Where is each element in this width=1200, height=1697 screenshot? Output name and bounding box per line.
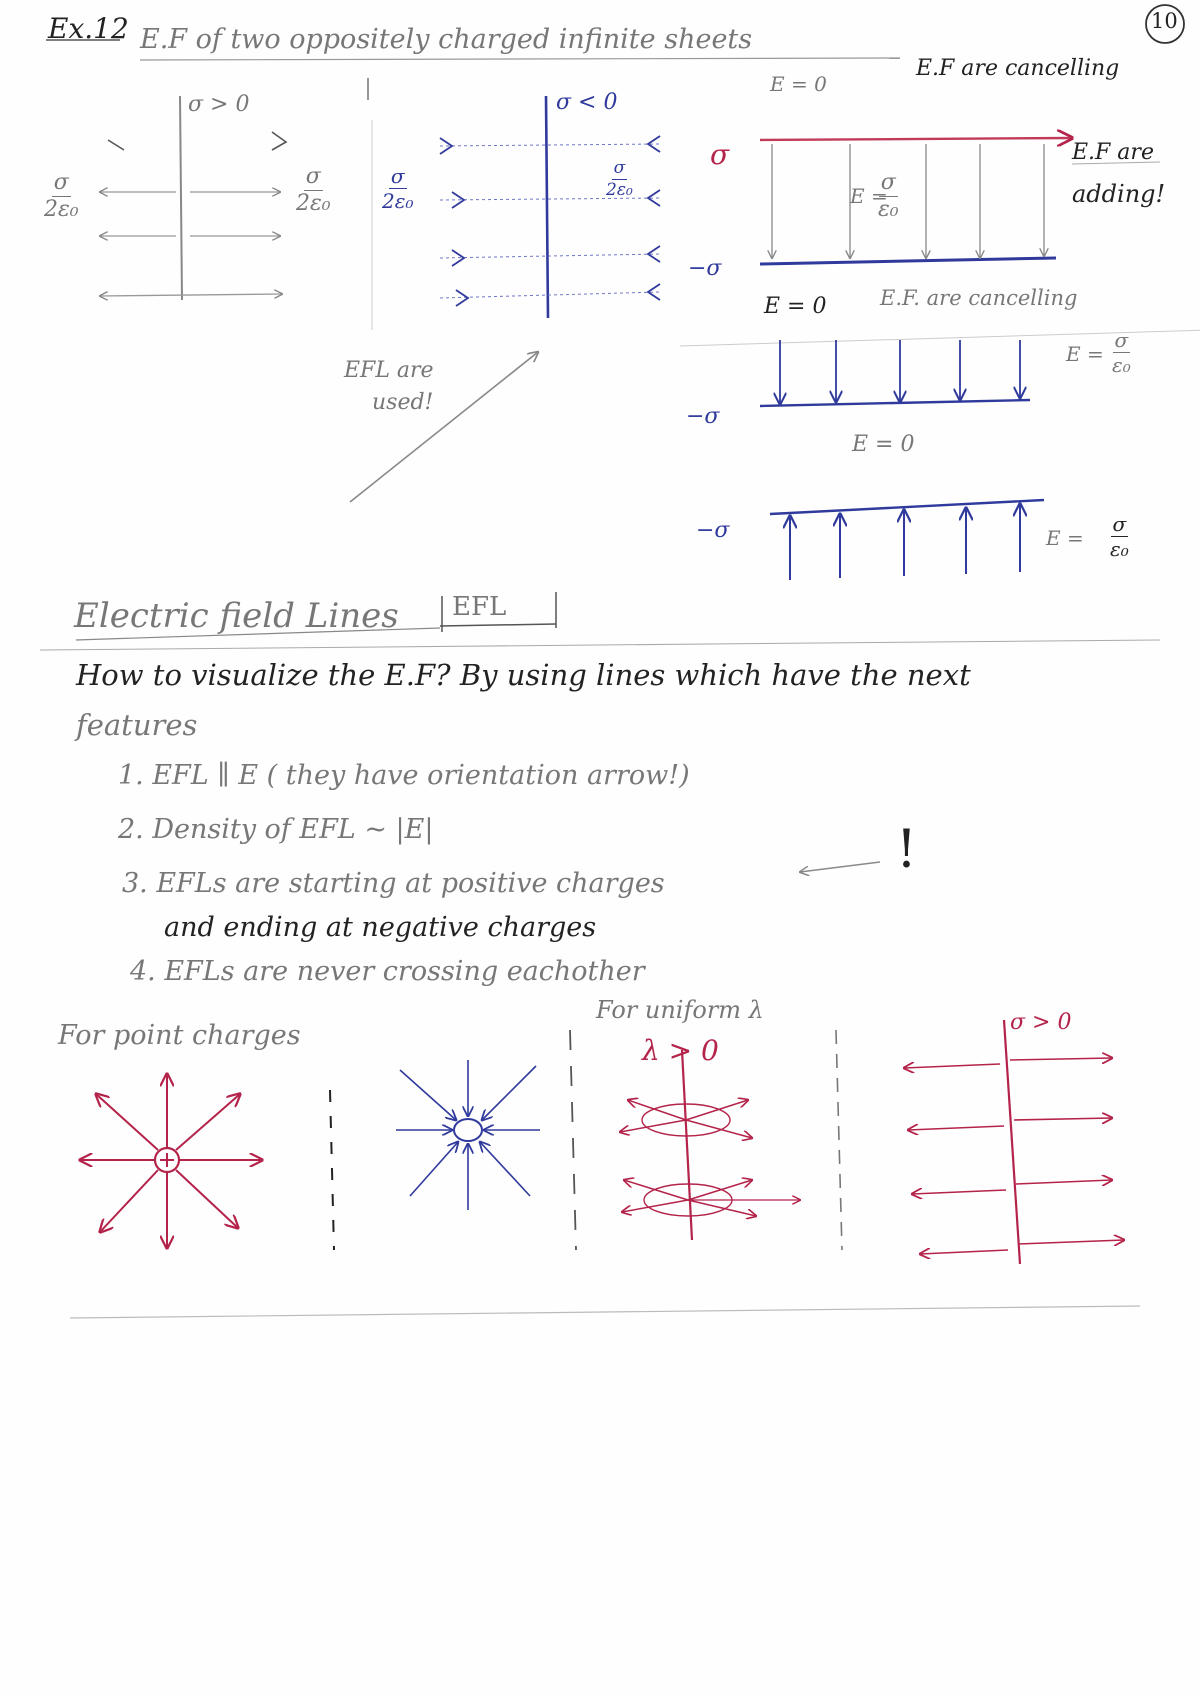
below-sigma: −σ [686,404,720,429]
neg-sheet-label: σ < 0 [556,90,618,115]
field-den-left: 2ε₀ [44,197,79,222]
field-fraction-right [296,166,331,215]
blue-field-num-left: σ [390,164,405,188]
e-inside-den: ε₀ [878,197,899,222]
feature-3-cont: and ending at negative charges [164,912,597,943]
top-e-zero: E = 0 [770,72,827,96]
e-right2-fraction [1110,514,1129,559]
blue-field-den-right: 2ε₀ [606,180,633,200]
e-inside-symbol: E = [850,184,888,208]
cancelling-bottom: E.F. are cancelling [880,286,1078,310]
adding-line1: E.F are [1072,140,1154,165]
example-title: E.F of two oppositely charged infinite sheets [140,24,753,55]
efl-used-line1: EFL are [344,358,434,383]
e-right2-den: ε₀ [1110,537,1129,561]
pos-sheet-label: σ > 0 [188,92,250,117]
sigma-minus-label: −σ [688,256,722,281]
field-fraction-left [44,172,79,221]
adding-line2: adding! [1072,180,1166,208]
lambda-label: λ > 0 [642,1034,719,1067]
field-den-right: 2ε₀ [296,191,331,216]
cancelling-top: E.F are cancelling [916,56,1120,81]
field-num-right: σ [305,164,321,189]
bottom-sigma: −σ [696,518,730,543]
blue-field-fraction-right [606,160,633,199]
blue-field-num-right: σ [613,158,626,178]
sigma-plus-label: σ [710,138,730,171]
efl-heading-abbr: EFL [452,592,507,622]
e-mid-zero: E = 0 [852,432,915,457]
e-inside-num: σ [880,170,896,195]
feature-4: 4. EFLs are never crossing eachother [130,956,645,987]
efl-question: How to visualize the E.F? By using lines which have the next [76,658,971,692]
feature-1: 1. EFL ∥ E ( they have orientation arrow!) [118,760,690,791]
blue-field-fraction-left [382,166,413,211]
for-point-charges: For point charges [58,1020,301,1051]
field-num-left: σ [53,170,69,195]
efl-heading: Electric field Lines [74,596,399,636]
e-right2-symbol: E = [1046,526,1084,550]
e-right-den: ε₀ [1112,353,1131,377]
efl-used-line2: used! [372,390,434,415]
for-uniform: For uniform λ [596,996,764,1024]
e-right2-num: σ [1112,512,1127,536]
sheet-sigma-label: σ > 0 [1010,1010,1072,1035]
blue-field-den-left: 2ε₀ [382,189,414,213]
bottom-e-zero: E = 0 [764,294,827,319]
e-right-symbol: E = [1066,342,1104,366]
efl-question-cont: features [76,708,198,742]
feature-3: 3. EFLs are starting at positive charges [122,868,665,899]
e-right-fraction [1112,330,1131,375]
exclamation-mark: ! [896,820,917,880]
page-number: 10 [1151,9,1178,33]
example-label: Ex.12 [48,12,129,45]
feature-2: 2. Density of EFL ~ |E| [118,814,434,845]
e-right-num: σ [1114,328,1129,352]
